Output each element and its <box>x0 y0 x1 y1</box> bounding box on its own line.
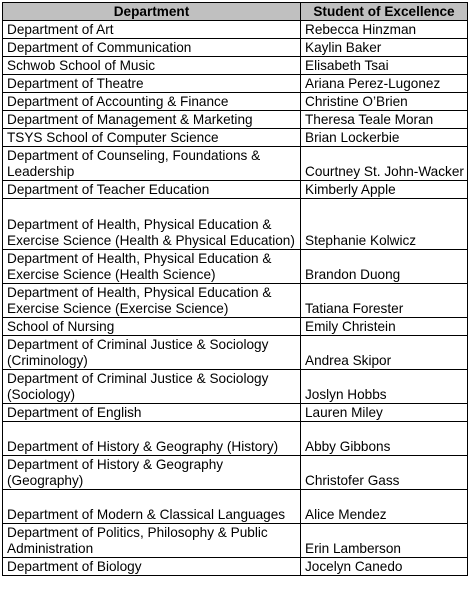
table-row <box>3 199 468 250</box>
students-of-excellence-table <box>2 2 468 576</box>
table-row <box>3 490 468 524</box>
table-row <box>3 336 468 370</box>
department-cell: Department of History & Geography (History) <box>3 422 301 456</box>
department-cell: Department of History & Geography (Geography) <box>3 456 301 490</box>
table-row <box>3 422 468 456</box>
table-row <box>3 404 468 422</box>
department-cell: Department of Counseling, Foundations & Leadership <box>3 147 301 181</box>
department-column-header: Department <box>3 3 301 21</box>
table-row <box>3 318 468 336</box>
student-cell: Jocelyn Canedo <box>301 558 468 576</box>
student-cell: Tatiana Forester <box>301 284 468 318</box>
table-row <box>3 284 468 318</box>
department-cell: Department of Teacher Education <box>3 181 301 199</box>
table-row <box>3 111 468 129</box>
department-cell: School of Nursing <box>3 318 301 336</box>
table-row <box>3 21 468 39</box>
department-cell: Department of Health, Physical Education & Exercise Science (Exercise Science) <box>3 284 301 318</box>
student-cell: Rebecca Hinzman <box>301 21 468 39</box>
student-cell: Lauren Miley <box>301 404 468 422</box>
students-of-excellence-sheet <box>2 2 467 576</box>
student-cell: Erin Lamberson <box>301 524 468 558</box>
student-cell: Christine O’Brien <box>301 93 468 111</box>
student-column-header: Student of Excellence <box>301 3 468 21</box>
table-row <box>3 57 468 75</box>
student-cell: Abby Gibbons <box>301 422 468 456</box>
table-row <box>3 39 468 57</box>
student-cell: Alice Mendez <box>301 490 468 524</box>
table-row <box>3 370 468 404</box>
table-row <box>3 558 468 576</box>
table-row <box>3 147 468 181</box>
department-cell: Department of Politics, Philosophy & Public Administration <box>3 524 301 558</box>
student-cell: Christofer Gass <box>301 456 468 490</box>
department-cell: TSYS School of Computer Science <box>3 129 301 147</box>
department-cell: Department of Art <box>3 21 301 39</box>
student-cell: Brandon Duong <box>301 250 468 284</box>
table-row <box>3 456 468 490</box>
department-cell: Department of Biology <box>3 558 301 576</box>
department-cell: Department of Management & Marketing <box>3 111 301 129</box>
department-cell: Department of Communication <box>3 39 301 57</box>
table-row <box>3 181 468 199</box>
table-row <box>3 524 468 558</box>
student-cell: Kaylin Baker <box>301 39 468 57</box>
department-cell: Schwob School of Music <box>3 57 301 75</box>
department-cell: Department of Modern & Classical Languages <box>3 490 301 524</box>
student-cell: Stephanie Kolwicz <box>301 199 468 250</box>
student-cell: Kimberly Apple <box>301 181 468 199</box>
department-cell: Department of Accounting & Finance <box>3 93 301 111</box>
student-cell: Theresa Teale Moran <box>301 111 468 129</box>
student-cell: Ariana Perez-Lugonez <box>301 75 468 93</box>
department-cell: Department of Criminal Justice & Sociology (Sociology) <box>3 370 301 404</box>
table-row <box>3 129 468 147</box>
department-cell: Department of Theatre <box>3 75 301 93</box>
student-cell: Courtney St. John-Wacker <box>301 147 468 181</box>
department-cell: Department of English <box>3 404 301 422</box>
table-row <box>3 75 468 93</box>
table-row <box>3 93 468 111</box>
student-cell: Brian Lockerbie <box>301 129 468 147</box>
table-row <box>3 250 468 284</box>
student-cell: Joslyn Hobbs <box>301 370 468 404</box>
header-row <box>3 3 468 21</box>
student-cell: Emily Christein <box>301 318 468 336</box>
student-cell: Andrea Skipor <box>301 336 468 370</box>
student-cell: Elisabeth Tsai <box>301 57 468 75</box>
department-cell: Department of Health, Physical Education & Exercise Science (Health & Physical Education) <box>3 199 301 250</box>
department-cell: Department of Criminal Justice & Sociology (Criminology) <box>3 336 301 370</box>
department-cell: Department of Health, Physical Education & Exercise Science (Health Science) <box>3 250 301 284</box>
